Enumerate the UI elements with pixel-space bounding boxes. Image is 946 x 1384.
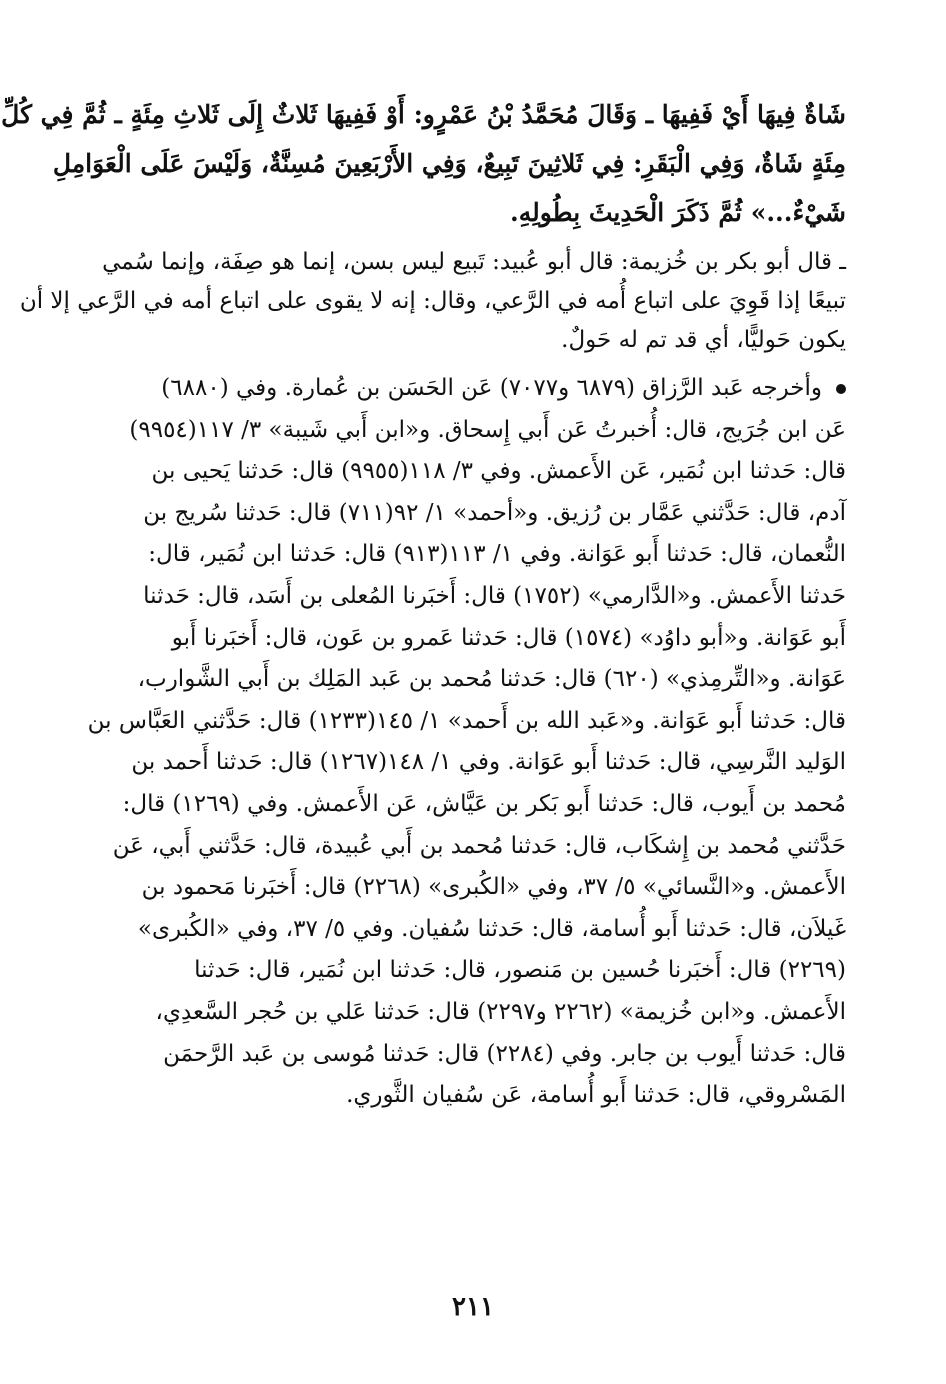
text-line: شَيْءٌ...» ثُمَّ ذَكَرَ الْحَدِيثَ بِطُولِهِ. [510,198,846,227]
text-line: آدم، قال: حَدَّثني عَمَّار بن رُزيق. و«أحمد» ١/ ٩٢(٧١١) قال: حَدثنا سُريج بن [143,499,846,526]
commentary-paragraph [19,243,846,360]
text-line: الأَعمش. و«ابن خُزيمة» (٢٢٦٢ و٢٢٩٧) قال: حَدثنا عَلي بن حُجر السَّعدِي، [155,998,846,1025]
text-line: النُّعمان، قال: حَدثنا أَبو عَوَانة. وفي ١/ ١١٣(٩١٣) قال: حَدثنا ابن نُمَير، قال: [148,541,846,568]
text-line: تبيعًا إذا قَوِيَ على اتباع أُمه في الرَّعي، وقال: إنه لا يقوى على اتباع أمه في الرَّعي إلا أن [19,288,846,314]
text-line: قال: حَدثنا ابن نُمَير، عَن الأَعمش. وفي ٣/ ١١٨(٩٩٥٥) قال: حَدثنا يَحيى بن [151,458,846,485]
takhrij-paragraph [87,368,846,1117]
text-line: حَدثنا الأَعمش. و«الدَّارمي» (١٧٥٢) قال: أَخبَرنا المُعلى بن أَسَد، قال: حَدثنا [143,582,846,609]
text-line: عَوَانة. و«التِّرمِذي» (٦٢٠) قال: حَدثنا مُحمد بن عَبد المَلِك بن أَبي الشَّوارب، [137,666,846,693]
text-line: قال: حَدثنا أَبو عَوَانة. و«عَبد الله بن أَحمد» ١/ ١٤٥(١٢٣٣) قال: حَدَّثني العَبَّاس بن [87,707,846,734]
text-line: الوَليد النَّرسِي، قال: حَدثنا أَبو عَوَانة. وفي ١/ ١٤٨(١٢٦٧) قال: حَدثنا أَحمد بن [131,749,846,776]
text-line: شَاةٌ فِيهَا أَيْ فَفِيهَا ـ وَقَالَ مُحَمَّدُ بْنُ عَمْرٍو: أَوْ فَفِيهَا ثَلاثٌ إِلَى ثَلاثِ مِئَةٍ ـ ثُمَّ فِي كُلِّ [1,100,846,129]
text-line: يكون حَوليًّا، أي قد تم له حَولٌ. [561,327,846,353]
text-line: قال: حَدثنا أَيوب بن جابر. وفي (٢٢٨٤) قال: حَدثنا مُوسى بن عَبد الرَّحمَن [163,1040,846,1067]
text-line: الأَعمش. و«النَّسائي» ٥/ ٣٧، وفي «الكُبرى» (٢٢٦٨) قال: أَخبَرنا مَحمود بن [141,874,846,901]
text-line: أَبو عَوَانة. و«أبو داوُد» (١٥٧٤) قال: حَدثنا عَمرو بن عَون، قال: أَخبَرنا أَبو [171,624,846,651]
text-line: المَسْروقي، قال: حَدثنا أَبو أُسامة، عَن سُفيان الثَّوري. [346,1082,846,1109]
text-line: مِئَةٍ شَاةٌ، وَفِي الْبَقَرِ: فِي ثَلاثِينَ تَبِيعٌ، وَفِي الأَرْبَعِينَ مُسِنَّةٌ، وَلَيْسَ عَلَى الْعَوَامِلِ [52,149,846,178]
text-line: مُحمد بن أَيوب، قال: حَدثنا أَبو بَكر بن عَيَّاش، عَن الأَعمش. وفي (١٢٦٩) قال: [122,790,846,817]
text-line: غَيلاَن، قال: حَدثنا أَبو أُسامة، قال: حَدثنا سُفيان. وفي ٥/ ٣٧، وفي «الكُبرى» [137,915,846,942]
hadith-text [1,90,846,237]
text-line-content: وأخرجه عَبد الرَّزاق (٦٨٧٩ و٧٠٧٧) عَن الحَسَن بن عُمارة. وفي (٦٨٨٠) [161,375,822,401]
bullet-icon [836,384,846,394]
text-line: (٢٢٦٩) قال: أَخبَرنا حُسين بن مَنصور، قال: حَدثنا ابن نُمَير، قال: حَدثنا [194,957,846,984]
text-line [100,368,846,410]
text-line: ـ قال أبو بكر بن خُزيمة: قال أبو عُبيد: تَبيع ليس بسن، إنما هو صِفَة، وإنما سُمي [102,249,846,275]
text-line: حَدَّثني مُحمد بن إِشكَاب، قال: حَدثنا مُحمد بن أَبي عُبيدة، قال: حَدَّثني أَبي، عَن [112,832,846,859]
text-line: عَن ابن جُرَيج، قال: أُخبرتُ عَن أَبي إِسحاق. و«ابن أَبي شَيبة» ٣/ ١١٧(٩٩٥٤) [129,416,846,443]
page-number: ٢١١ [452,1292,494,1322]
